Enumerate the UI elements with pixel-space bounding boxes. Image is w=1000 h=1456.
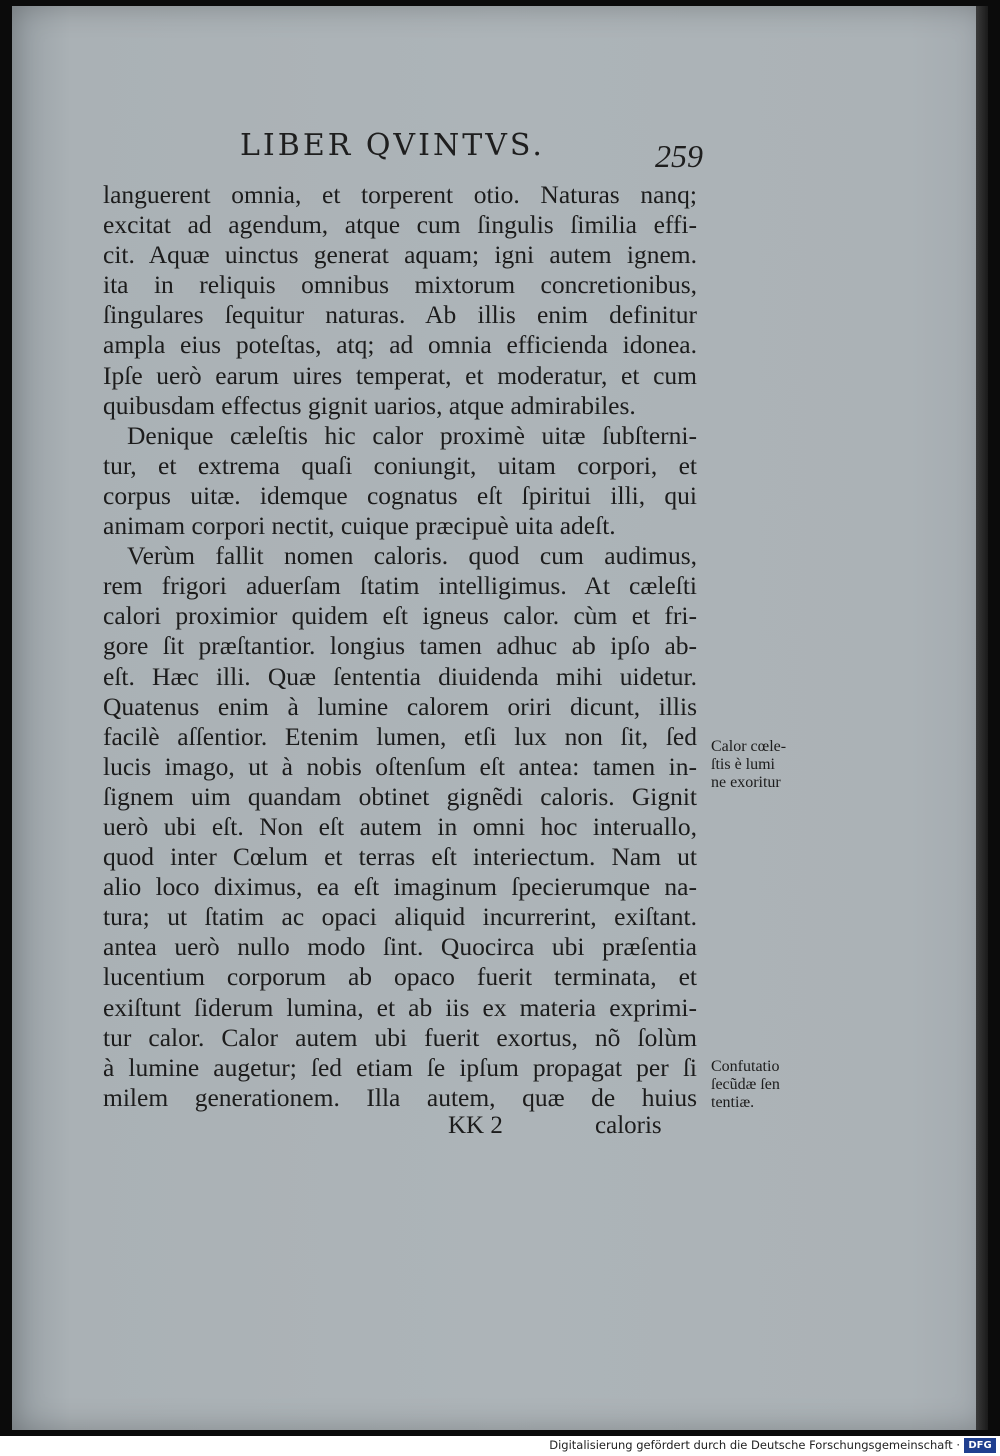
text-line: cit. Aquæ uinctus generat aquam; igni autem ignem. bbox=[103, 240, 697, 270]
marginal-note-line: Confutatio bbox=[711, 1058, 780, 1075]
text-line: ita in reliquis omnibus mixtorum concretionibus, bbox=[103, 270, 697, 300]
text-line: alio loco diximus, ea eſt imaginum ſpecierumque na- bbox=[103, 872, 697, 902]
text-line: corpus uitæ. idemque cognatus eſt ſpiritui illi, qui bbox=[103, 480, 697, 510]
text-line: antea uerò nullo modo ſint. Quocirca ubi præſentia bbox=[103, 932, 697, 962]
page-edge-shadow bbox=[976, 6, 988, 1430]
text-line: exiſtunt ſiderum lumina, et ab iis ex materia exprimi- bbox=[103, 992, 697, 1022]
footer-credit: Digitalisierung gefördert durch die Deutsche Forschungsgemeinschaft · bbox=[549, 1438, 960, 1452]
text-line: ſingulares ſequitur naturas. Ab illis enim definitur bbox=[103, 300, 697, 330]
text-line: gore ſit præſtantior. longius tamen adhuc ab ipſo ab- bbox=[103, 631, 697, 661]
text-line: quibusdam effectus gignit uarios, atque admirabiles. bbox=[103, 390, 636, 420]
dfg-logo: DFG bbox=[964, 1438, 996, 1453]
text-line: calori proximior quidem eſt igneus calor. cùm et fri- bbox=[103, 601, 697, 631]
text-line: tur calor. Calor autem ubi fuerit exortus, nõ ſolùm bbox=[103, 1022, 697, 1052]
body-text bbox=[103, 180, 697, 1113]
marginal-note bbox=[711, 738, 786, 792]
footer-bar bbox=[0, 1436, 1000, 1456]
text-line: ſignem uim quandam obtinet gignẽdi caloris. Gignit bbox=[103, 781, 697, 811]
marginal-note-line: Calor cœle- bbox=[711, 738, 787, 755]
text-line: Quatenus enim à lumine calorem oriri dicunt, illis bbox=[103, 691, 697, 721]
signature-mark: KK 2 bbox=[448, 1112, 503, 1139]
text-line: à lumine augetur; ſed etiam ſe ipſum propagat per ſi bbox=[103, 1052, 697, 1082]
text-line: Denique cæleſtis hic calor proximè uitæ ſubſterni- bbox=[127, 420, 697, 450]
page-number: 259 bbox=[655, 138, 703, 174]
marginal-note bbox=[711, 1058, 780, 1112]
text-line: eſt. Hæc illi. Quæ ſententia diuidenda mihi uidetur. bbox=[103, 661, 697, 691]
text-line: tur, et extrema quaſi coniungit, uitam corpori, et bbox=[103, 450, 697, 480]
text-line: excitat ad agendum, atque cum ſingulis ſimilia effi- bbox=[103, 210, 697, 240]
text-line: lucis imago, ut à nobis oſtenſum eſt antea: tamen in- bbox=[103, 751, 697, 781]
text-line: lucentium corporum ab opaco fuerit terminata, et bbox=[103, 962, 697, 992]
text-line: languerent omnia, et torperent otio. Naturas nanq; bbox=[103, 180, 697, 209]
marginal-note-line: ſecũdæ ſen bbox=[711, 1076, 780, 1093]
text-line: ampla eius poteſtas, atq; ad omnia efficienda idonea. bbox=[103, 330, 697, 360]
text-line: tura; ut ſtatim ac opaci aliquid incurrerint, exiſtant. bbox=[103, 902, 697, 932]
marginal-note-line: ſtis è lumi bbox=[711, 756, 775, 773]
text-line: rem frigori aduerſam ſtatim intelligimus. At cæleſti bbox=[103, 571, 697, 601]
text-line: Ipſe uerò earum uires temperat, et moderatur, et cum bbox=[103, 360, 697, 390]
text-line: Verùm fallit nomen caloris. quod cum audimus, bbox=[127, 541, 697, 571]
text-line: facilè aſſentior. Etenim lumen, etſi lux non ſit, ſed bbox=[103, 721, 697, 751]
marginal-note-line: ne exoritur bbox=[711, 774, 781, 791]
catchword: caloris bbox=[595, 1112, 662, 1139]
text-line: quod inter Cœlum et terras eſt interiectum. Nam ut bbox=[103, 842, 697, 872]
text-line: animam corpori nectit, cuique præcipuè uita adeſt. bbox=[103, 511, 616, 541]
running-head: LIBER QVINTVS. bbox=[240, 128, 545, 163]
marginal-note-line: tentiæ. bbox=[711, 1094, 755, 1111]
text-line: milem generationem. Illa autem, quæ de huius bbox=[103, 1082, 697, 1112]
text-line: uerò ubi eſt. Non eſt autem in omni hoc interuallo, bbox=[103, 811, 697, 841]
